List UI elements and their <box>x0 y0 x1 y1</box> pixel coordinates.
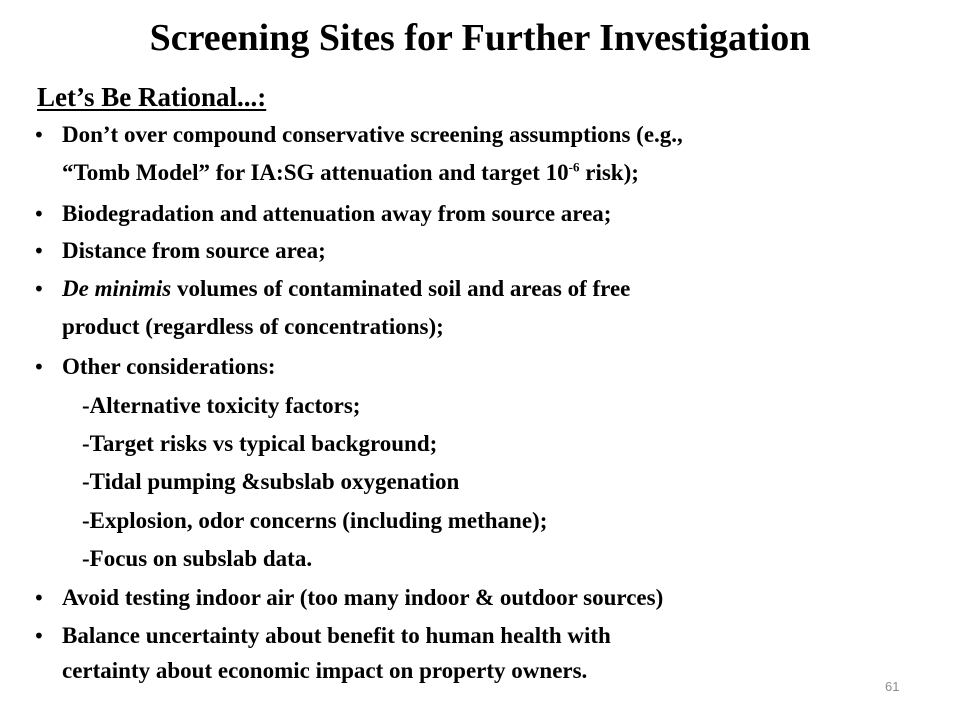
bullet-text-part: “Tomb Model” for IA:SG attenuation and target 10 <box>62 160 569 185</box>
bullet-marker: • <box>33 277 45 301</box>
bullet-marker: • <box>33 123 45 147</box>
sub-item: -Target risks vs typical background; <box>82 431 438 456</box>
sub-item: -Explosion, odor concerns (including methane); <box>82 508 548 533</box>
bullet-text-continued <box>62 158 639 188</box>
page-number: 61 <box>885 679 900 694</box>
bullet-text: Don’t over compound conservative screening assumptions (e.g., <box>62 122 683 147</box>
bullet-marker: • <box>33 239 45 263</box>
italic-term: De minimis <box>62 276 172 301</box>
bullet-text: Avoid testing indoor air (too many indoor & outdoor sources) <box>62 585 664 610</box>
slide-title: Screening Sites for Further Investigation <box>149 17 811 59</box>
sub-item: -Tidal pumping &subslab oxygenation <box>82 469 460 494</box>
bullet-text-part: volumes of contaminated soil and areas of free <box>171 276 631 301</box>
sub-item: -Alternative toxicity factors; <box>82 393 361 418</box>
superscript-exponent: -6 <box>568 159 580 175</box>
bullet-text: Biodegradation and attenuation away from source area; <box>62 201 612 226</box>
bullet-text: Distance from source area; <box>62 238 326 263</box>
bullet-text-continued: product (regardless of concentrations); <box>62 314 444 339</box>
bullet-text-continued: certainty about economic impact on property owners. <box>62 658 588 683</box>
bullet-marker: • <box>33 202 45 226</box>
bullet-text-part: risk); <box>579 160 639 185</box>
sub-item: -Focus on subslab data. <box>82 546 313 571</box>
bullet-marker: • <box>33 624 45 648</box>
bullet-marker: • <box>33 355 45 379</box>
bullet-text: Balance uncertainty about benefit to human health with <box>62 623 611 648</box>
bullet-text <box>62 274 630 304</box>
bullet-marker: • <box>33 586 45 610</box>
slide-subtitle: Let’s Be Rational...: <box>37 82 267 112</box>
bullet-text: Other considerations: <box>62 354 276 379</box>
